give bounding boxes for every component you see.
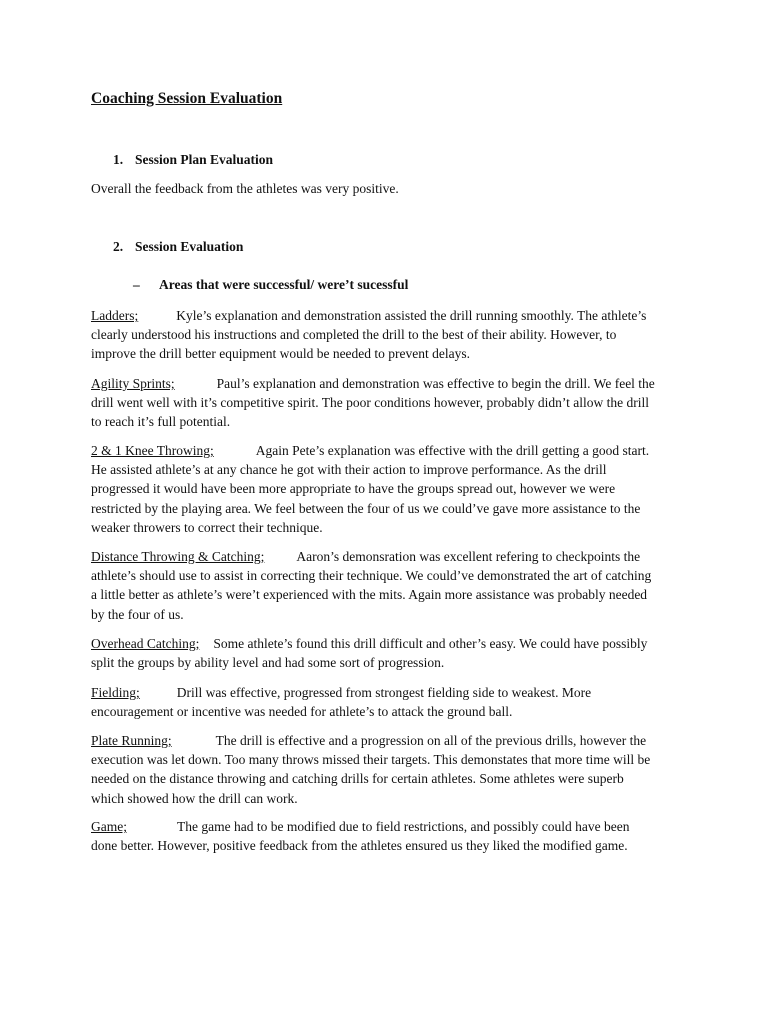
section-1-text: Overall the feedback from the athletes was very positive.: [91, 181, 399, 196]
sub-heading-text: Areas that were successful/ were’t sucessful: [159, 277, 409, 292]
paragraph-label: Game;: [91, 819, 127, 834]
paragraph-fielding: [91, 683, 659, 721]
paragraph-text: The drill is effective and a progression on all of the previous drills, however the execution was let down. Too many throws missed their targets. This demonstates that more time will be needed on the distance throwing and catching drills for certain athletes. Some athletes were superb which showed how the drill can work.: [91, 733, 651, 806]
paragraph-label: 2 & 1 Knee Throwing;: [91, 443, 214, 458]
section-1-number: 1.: [113, 152, 124, 167]
section-2-title: Session Evaluation: [135, 239, 244, 254]
paragraph-label: Ladders;: [91, 308, 139, 323]
paragraph-label: Fielding;: [91, 685, 140, 700]
paragraph-label: Agility Sprints;: [91, 376, 175, 391]
section-2-heading: [113, 239, 243, 255]
sub-heading-dash: –: [133, 277, 140, 292]
paragraph-label: Distance Throwing & Catching;: [91, 549, 265, 564]
paragraph-game: [91, 817, 659, 855]
paragraph-text: Kyle’s explanation and demonstration assisted the drill running smoothly. The athlete’s clearly understood his instructions and completed the drill to the best of their ability. However, to improve the drill better equipment would be needed to prevent delays.: [91, 308, 647, 362]
paragraph-text: Some athlete’s found this drill difficult and other’s easy. We could have possibly split the groups by ability level and had some sort of progression.: [91, 636, 648, 671]
paragraph-overhead-catching: [91, 634, 659, 672]
section-2-number: 2.: [113, 239, 124, 254]
paragraph-knee-throwing: [91, 441, 659, 537]
paragraph-plate-running: [91, 731, 659, 808]
paragraph-distance-throwing: [91, 547, 659, 624]
section-1-title: Session Plan Evaluation: [135, 152, 274, 167]
section-1-heading: [113, 152, 273, 168]
paragraph-ladders: [91, 306, 659, 364]
paragraph-text: Again Pete’s explanation was effective with the drill getting a good start. He assisted athlete’s at any chance he got with their action to improve performance. As the drill progressed it would have been more appropriate to have the groups spread out, however we were restricted by the playing area. We feel between the four of us we could’ve gave more assistance to the weaker throwers to correct their technique.: [91, 443, 650, 535]
page-title: Coaching Session Evaluation: [91, 90, 283, 107]
paragraph-text: Drill was effective, progressed from strongest fielding side to weakest. More encouragement or incentive was needed for athlete’s to attack the ground ball.: [91, 685, 592, 720]
paragraph-agility-sprints: [91, 374, 659, 432]
paragraph-text: Aaron’s demonsration was excellent refering to checkpoints the athlete’s should use to assist in correcting their technique. We could’ve demonstrated the art of catching a little better as athlete’s were’t experienced with the mits. Again more assistance was probably needed by the four of us.: [91, 549, 652, 622]
sub-heading: [133, 277, 408, 293]
paragraph-label: Overhead Catching;: [91, 636, 200, 651]
paragraph-text: The game had to be modified due to field restrictions, and possibly could have been done better. However, positive feedback from the athletes ensured us they liked the modified game.: [91, 819, 630, 854]
paragraph-label: Plate Running;: [91, 733, 172, 748]
paragraph-text: Paul’s explanation and demonstration was effective to begin the drill. We feel the drill went well with it’s competitive spirit. The poor conditions however, probably didn’t allow the drill to reach it’s full potential.: [91, 376, 655, 430]
